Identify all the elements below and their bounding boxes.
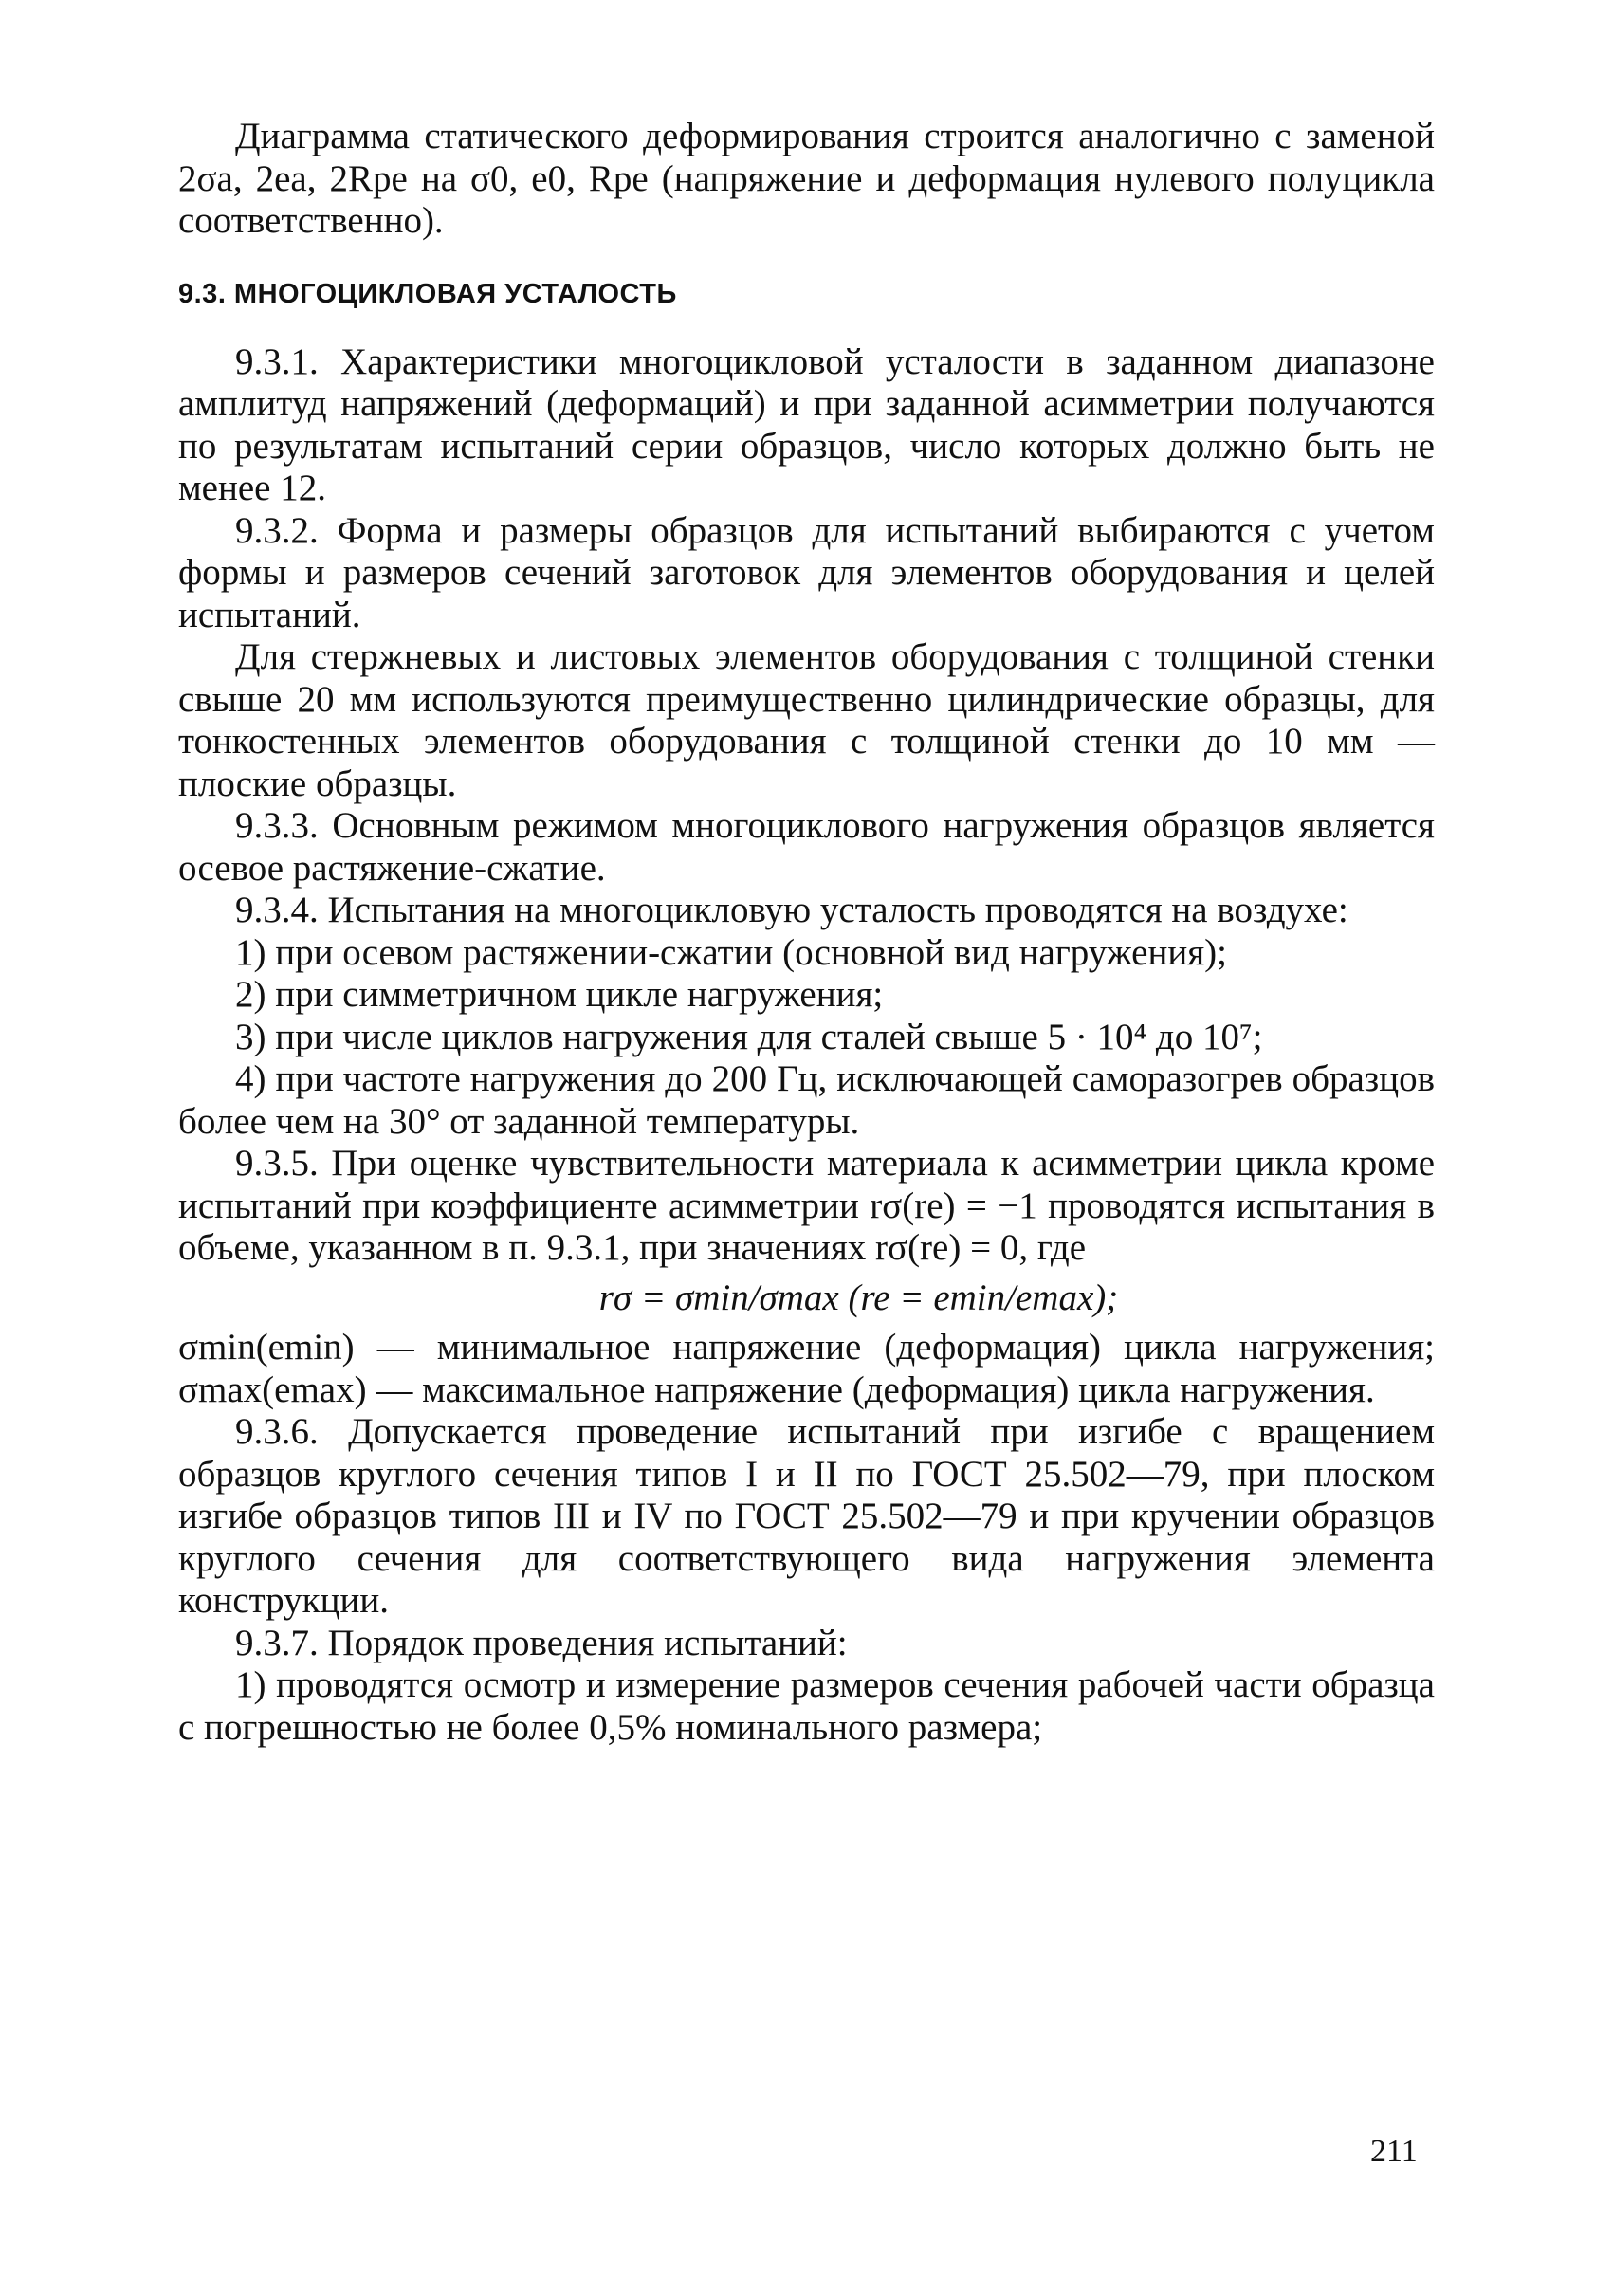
paragraph-9-3-6: 9.3.6. Допускается проведение испытаний при изгибе с вращением образцов круглого сечения типов I и II по ГОСТ 25.502—79, при плоском изгибе образцов типов III и IV по ГОСТ 25.502—79 и при кручении образцов круглого сечения для соответствующего вида нагружения элемента конструкции. <box>178 1411 1435 1621</box>
list-item-4: 4) при частоте нагружения до 200 Гц, исключающей саморазогрев образцов более чем на 30° от заданной температуры. <box>178 1058 1435 1142</box>
paragraph-9-3-4: 9.3.4. Испытания на многоцикловую усталость проводятся на воздухе: <box>235 890 1348 930</box>
list-item-3: 3) при числе циклов нагружения для сталей свыше 5 · 10⁴ до 10⁷; <box>235 1016 1263 1057</box>
asymmetry-formula: rσ = σmin/σmax (re = emin/emax); <box>598 1277 1119 1318</box>
text-column <box>178 116 1435 1749</box>
section-heading: 9.3. МНОГОЦИКЛОВАЯ УСТАЛОСТЬ <box>178 278 677 309</box>
paragraph-specimen-types: Для стержневых и листовых элементов оборудования с толщиной стенки свыше 20 мм используются преимущественно цилиндрические образцы, для тонкостенных элементов оборудования с толщиной стенки до 10 мм — плоские образцы. <box>178 636 1435 804</box>
paragraph-9-3-7: 9.3.7. Порядок проведения испытаний: <box>235 1622 848 1663</box>
procedure-item-1: 1) проводятся осмотр и измерение размеров сечения рабочей части образца с погрешностью не более 0,5% номинального размера; <box>178 1664 1435 1748</box>
intro-paragraph: Диаграмма статического деформирования строится аналогично с заменой 2σa, 2ea, 2Rpe на σ0, e0, Rpe (напряжение и деформация нулевого полуцикла соответственно). <box>178 116 1435 241</box>
paragraph-9-3-1: 9.3.1. Характеристики многоцикловой усталости в заданном диапазоне амплитуд напряжений (деформаций) и при заданной асимметрии получаются по результатам испытаний серии образцов, число которых должно быть не менее 12. <box>178 340 1435 508</box>
paragraph-9-3-5: 9.3.5. При оценке чувствительности материала к асимметрии цикла кроме испытаний при коэффициенте асимметрии rσ(re) = −1 проводятся испытания в объеме, указанном в п. 9.3.1, при значениях rσ(re) = 0, где <box>178 1143 1435 1268</box>
paragraph-9-3-2: 9.3.2. Форма и размеры образцов для испытаний выбираются с учетом формы и размеров сечений заготовок для элементов оборудования и целей испытаний. <box>178 509 1435 635</box>
list-item-1: 1) при осевом растяжении-сжатии (основной вид нагружения); <box>235 931 1227 973</box>
list-item-2: 2) при симметричном цикле нагружения; <box>235 974 884 1015</box>
page-number: 211 <box>1370 2134 1418 2169</box>
formula-definitions: σmin(emin) — минимальное напряжение (деформация) цикла нагружения; σmax(emax) — максимальное напряжение (деформация) цикла нагружения. <box>178 1327 1435 1410</box>
paragraph-9-3-3: 9.3.3. Основным режимом многоциклового нагружения образцов является осевое растяжение-сжатие. <box>178 805 1435 889</box>
